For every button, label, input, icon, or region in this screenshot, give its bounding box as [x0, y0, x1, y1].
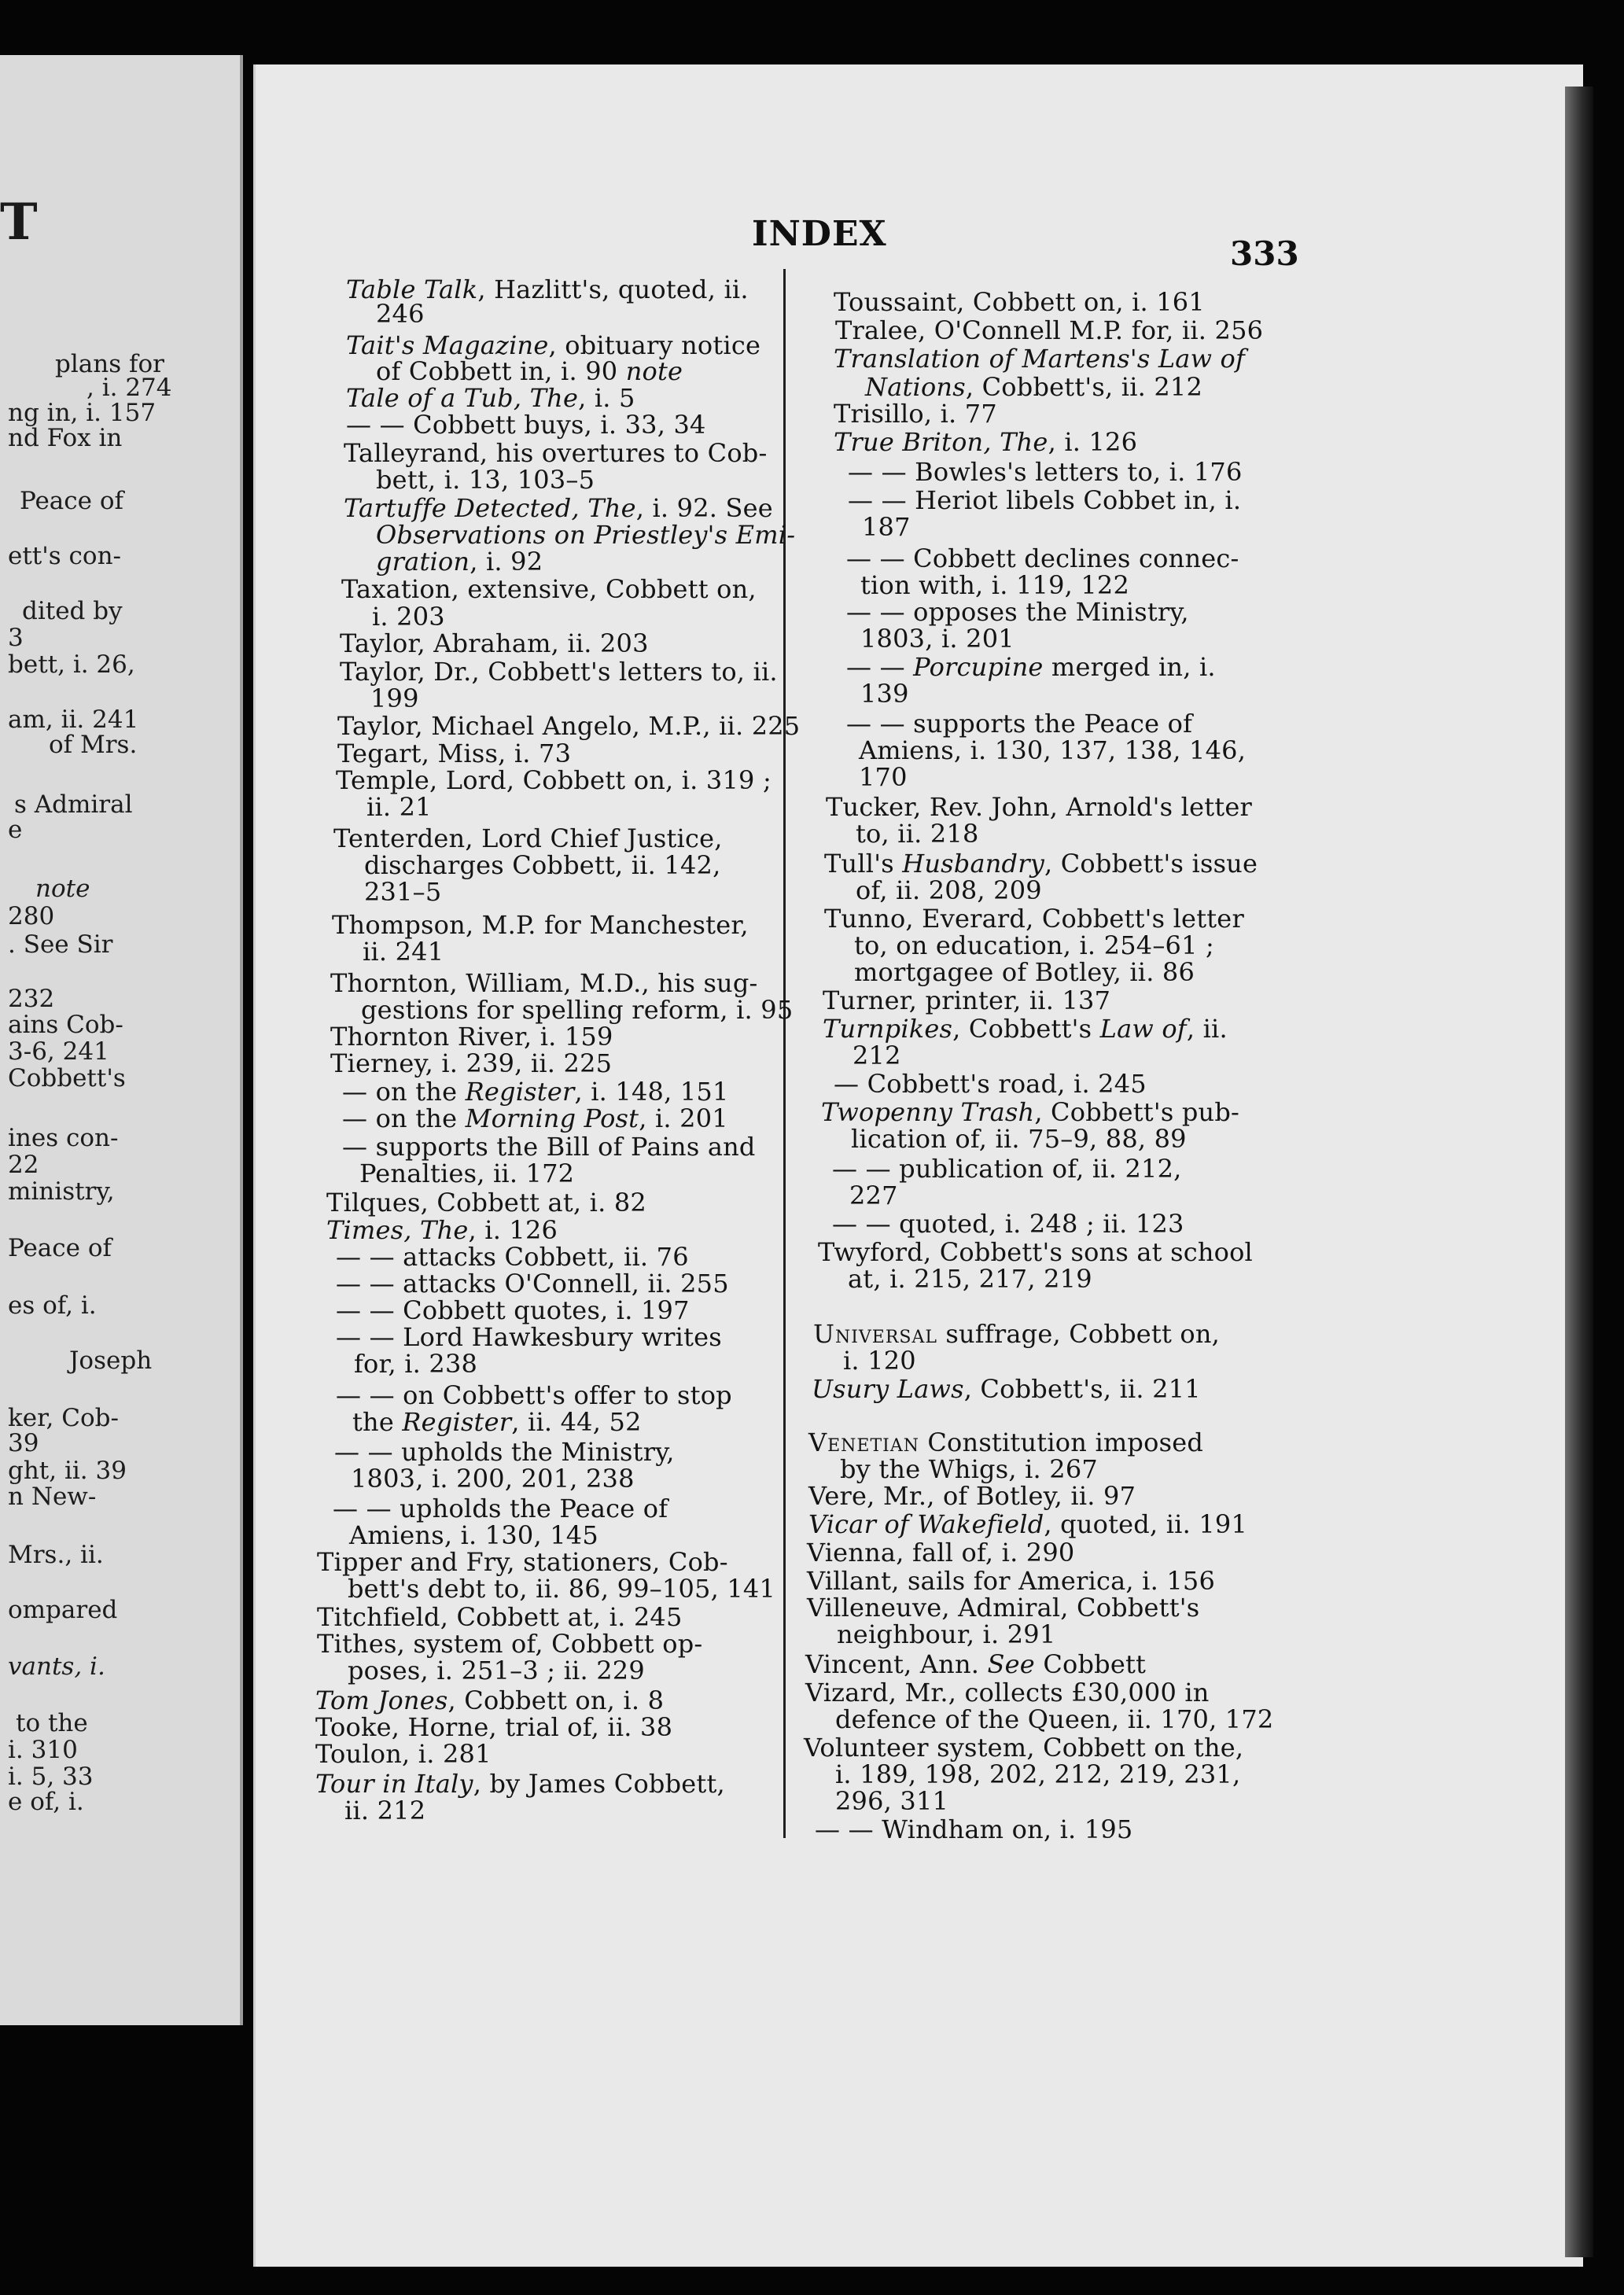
index-entry: poses, i. 251–3 ; ii. 229: [348, 1656, 645, 1685]
index-entry: Tour in Italy, by James Cobbett,: [315, 1769, 725, 1799]
index-entry: — — Lord Hawkesbury writes: [336, 1322, 722, 1352]
index-entry: Vienna, fall of, i. 290: [807, 1538, 1075, 1567]
index-entry: 139: [860, 679, 909, 709]
index-entry: True Briton, The, i. 126: [834, 427, 1138, 457]
index-entry: Villant, sails for America, i. 156: [807, 1566, 1216, 1596]
index-entry: Observations on Priestley's Emi-: [376, 520, 796, 550]
index-entry: — — on Cobbett's offer to stop: [336, 1380, 732, 1410]
index-entry: to, on education, i. 254–61 ;: [854, 930, 1214, 960]
index-entry: Tilques, Cobbett at, i. 82: [326, 1188, 646, 1217]
left-page-line: 280: [8, 902, 55, 930]
index-entry: Talleyrand, his overtures to Cob-: [344, 438, 768, 468]
index-entry: Twopenny Trash, Cobbett's pub-: [821, 1097, 1240, 1127]
index-entry: — supports the Bill of Pains and: [342, 1132, 756, 1162]
left-page-line: , i. 274: [87, 374, 172, 402]
index-entry: — — Cobbett buys, i. 33, 34: [346, 410, 706, 440]
index-entry: Taylor, Dr., Cobbett's letters to, ii.: [340, 657, 778, 687]
index-entry: 246: [376, 299, 425, 329]
running-head-title: INDEX: [752, 214, 887, 254]
index-entry: Vizard, Mr., collects £30,000 in: [805, 1678, 1210, 1707]
index-entry: Tale of a Tub, The, i. 5: [346, 383, 635, 413]
index-entry: — — Porcupine merged in, i.: [846, 652, 1216, 682]
index-entry: Thornton, William, M.D., his sug-: [330, 968, 758, 998]
left-page-line: ministry,: [8, 1177, 115, 1206]
index-entry: lication of, ii. 75–9, 88, 89: [851, 1124, 1187, 1154]
left-page-line: ett's con-: [8, 542, 122, 570]
index-entry: Tucker, Rev. John, Arnold's letter: [826, 792, 1252, 822]
page-number: 333: [1230, 234, 1299, 273]
index-entry: at, i. 215, 217, 219: [848, 1264, 1092, 1294]
left-page-edge: [0, 55, 243, 2025]
index-entry: — — Cobbett declines connec-: [846, 543, 1239, 573]
index-entry: Usury Laws, Cobbett's, ii. 211: [812, 1374, 1201, 1404]
left-page-line: am, ii. 241: [8, 705, 139, 734]
index-entry: Universal suffrage, Cobbett on,: [813, 1319, 1221, 1349]
index-entry: Vincent, Ann. See Cobbett: [805, 1649, 1147, 1679]
index-entry: Tartuffe Detected, The, i. 92. See: [344, 493, 773, 523]
index-entry: — — Cobbett quotes, i. 197: [336, 1295, 690, 1325]
index-entry: Temple, Lord, Cobbett on, i. 319 ;: [336, 765, 771, 795]
left-page-line: i. 310: [8, 1736, 78, 1764]
index-entry: Tom Jones, Cobbett on, i. 8: [315, 1685, 665, 1715]
index-entry: Volunteer system, Cobbett on the,: [804, 1733, 1244, 1763]
index-entry: Translation of Martens's Law of: [834, 344, 1246, 374]
index-entry: Table Talk, Hazlitt's, quoted, ii.: [346, 274, 749, 304]
left-page-line: nd Fox in: [8, 424, 123, 452]
index-entry: mortgagee of Botley, ii. 86: [854, 957, 1195, 987]
left-page-line: e: [8, 816, 23, 844]
index-entry: the Register, ii. 44, 52: [352, 1407, 642, 1437]
page-edge-shadow: [1565, 87, 1593, 2257]
index-entry: of Cobbett in, i. 90 note: [376, 356, 683, 386]
index-entry: i. 120: [843, 1346, 916, 1376]
index-entry: 296, 311: [835, 1786, 949, 1816]
left-page-line: 3: [8, 624, 24, 652]
left-page-line: dited by: [22, 597, 123, 625]
index-entry: Toussaint, Cobbett on, i. 161: [834, 287, 1205, 317]
index-entry: 227: [849, 1181, 898, 1210]
left-page-line: Cobbett's: [8, 1064, 126, 1092]
left-page-line: 232: [8, 985, 55, 1013]
left-page-line: i. 5, 33: [8, 1763, 94, 1791]
index-entry: to, ii. 218: [856, 819, 979, 849]
left-page-line: . See Sir: [8, 930, 113, 959]
index-entry: neighbour, i. 291: [837, 1619, 1056, 1649]
index-entry: — on the Register, i. 148, 151: [342, 1077, 729, 1107]
left-page-line: ker, Cob-: [8, 1404, 119, 1432]
index-entry: 199: [370, 683, 419, 713]
index-entry: i. 203: [372, 602, 445, 632]
index-entry: Villeneuve, Admiral, Cobbett's: [807, 1593, 1200, 1623]
index-entry: defence of the Queen, ii. 170, 172: [835, 1704, 1274, 1734]
index-entry: Amiens, i. 130, 137, 138, 146,: [859, 735, 1247, 765]
index-entry: — on the Morning Post, i. 201: [342, 1103, 728, 1133]
index-entry: — — publication of, ii. 212,: [832, 1154, 1182, 1184]
index-entry: Tipper and Fry, stationers, Cob-: [317, 1547, 728, 1577]
index-entry: Taylor, Michael Angelo, M.P., ii. 225: [337, 711, 801, 741]
left-page-line: Peace of: [8, 1234, 112, 1262]
index-entry: gestions for spelling reform, i. 95: [361, 995, 794, 1025]
left-page-line: vants, i.: [8, 1652, 105, 1681]
index-entry: i. 189, 198, 202, 212, 219, 231,: [835, 1759, 1241, 1789]
left-page-line: ompared: [8, 1596, 118, 1624]
index-entry: tion with, i. 119, 122: [860, 570, 1130, 600]
left-page-line: ains Cob-: [8, 1011, 123, 1039]
left-page-line: s Admiral: [14, 790, 133, 819]
index-entry: Taxation, extensive, Cobbett on,: [341, 574, 757, 604]
index-entry: Titchfield, Cobbett at, i. 245: [317, 1602, 683, 1632]
index-entry: by the Whigs, i. 267: [840, 1454, 1098, 1484]
left-page-line: e of, i.: [8, 1788, 84, 1816]
index-entry: bett's debt to, ii. 86, 99–105, 141: [348, 1574, 776, 1604]
index-entry: Tait's Magazine, obituary notice: [346, 330, 761, 360]
index-entry: Thornton River, i. 159: [330, 1022, 613, 1052]
index-entry: Vicar of Wakefield, quoted, ii. 191: [808, 1509, 1248, 1539]
left-page-line: plans for: [55, 350, 164, 378]
index-entry: Venetian Constitution imposed: [808, 1427, 1204, 1457]
index-entry: — Cobbett's road, i. 245: [834, 1069, 1147, 1099]
index-entry: of, ii. 208, 209: [856, 875, 1042, 905]
left-page-line: note: [35, 875, 90, 903]
index-entry: — — Bowles's letters to, i. 176: [848, 457, 1243, 487]
left-page-line: 39: [8, 1429, 39, 1457]
index-entry: Times, The, i. 126: [326, 1215, 558, 1245]
index-entry: Penalties, ii. 172: [359, 1159, 575, 1188]
index-entry: — — Windham on, i. 195: [815, 1814, 1133, 1844]
index-entry: Tithes, system of, Cobbett op-: [317, 1629, 703, 1659]
index-entry: for, i. 238: [354, 1349, 478, 1379]
left-page-line: Joseph: [69, 1346, 153, 1375]
index-entry: ii. 21: [366, 792, 432, 822]
index-entry: — — upholds the Peace of: [333, 1494, 668, 1523]
left-page-line: 22: [8, 1151, 39, 1179]
index-entry: discharges Cobbett, ii. 142,: [364, 850, 721, 880]
index-entry: — — Heriot libels Cobbet in, i.: [848, 485, 1242, 515]
left-page-line: to the: [16, 1709, 88, 1737]
index-entry: Nations, Cobbett's, ii. 212: [865, 372, 1203, 402]
index-entry: ii. 241: [363, 937, 444, 967]
index-entry: Tenterden, Lord Chief Justice,: [333, 823, 723, 853]
left-page-line: ng in, i. 157: [8, 399, 157, 427]
index-entry: Tooke, Horne, trial of, ii. 38: [315, 1712, 673, 1742]
index-entry: Tierney, i. 239, ii. 225: [330, 1048, 613, 1078]
index-entry: 212: [853, 1041, 901, 1070]
left-running-head: T: [0, 193, 38, 252]
index-entry: gration, i. 92: [376, 547, 543, 577]
left-page-line: ght, ii. 39: [8, 1457, 127, 1485]
index-entry: Tull's Husbandry, Cobbett's issue: [824, 849, 1258, 879]
left-page-line: of Mrs.: [49, 731, 138, 759]
index-entry: — — quoted, i. 248 ; ii. 123: [832, 1209, 1184, 1239]
index-entry: Tralee, O'Connell M.P. for, ii. 256: [835, 315, 1264, 345]
left-page-line: ines con-: [8, 1124, 119, 1152]
index-entry: Turnpikes, Cobbett's Law of, ii.: [823, 1014, 1228, 1044]
index-entry: — — supports the Peace of: [846, 709, 1193, 739]
index-entry: — — attacks Cobbett, ii. 76: [336, 1242, 689, 1272]
left-page-line: 3-6, 241: [8, 1037, 109, 1066]
index-entry: Toulon, i. 281: [315, 1739, 492, 1769]
index-entry: 231–5: [364, 877, 442, 907]
left-page-line: bett, i. 26,: [8, 650, 135, 679]
index-entry: Turner, printer, ii. 137: [823, 985, 1111, 1015]
index-entry: Amiens, i. 130, 145: [349, 1520, 598, 1550]
index-entry: bett, i. 13, 103–5: [376, 465, 595, 495]
index-entry: Trisillo, i. 77: [834, 399, 997, 429]
index-entry: 1803, i. 200, 201, 238: [351, 1464, 635, 1494]
left-page-line: Mrs., ii.: [8, 1541, 104, 1569]
left-page-line: Peace of: [20, 487, 123, 515]
index-entry: Thompson, M.P. for Manchester,: [332, 910, 749, 940]
index-entry: Tunno, Everard, Cobbett's letter: [824, 904, 1244, 934]
index-entry: ii. 212: [344, 1796, 426, 1825]
index-entry: Tegart, Miss, i. 73: [337, 739, 572, 768]
index-entry: 187: [862, 512, 911, 542]
index-entry: — — attacks O'Connell, ii. 255: [336, 1269, 729, 1299]
index-entry: Twyford, Cobbett's sons at school: [818, 1237, 1253, 1267]
index-entry: Taylor, Abraham, ii. 203: [340, 628, 649, 658]
left-page-line: n New-: [8, 1483, 97, 1511]
index-entry: — — upholds the Ministry,: [334, 1437, 675, 1467]
left-page-line: es of, i.: [8, 1291, 97, 1320]
index-entry: 170: [859, 762, 908, 792]
index-entry: Vere, Mr., of Botley, ii. 97: [808, 1481, 1136, 1511]
index-entry: 1803, i. 201: [860, 624, 1015, 654]
index-entry: — — opposes the Ministry,: [846, 597, 1189, 627]
